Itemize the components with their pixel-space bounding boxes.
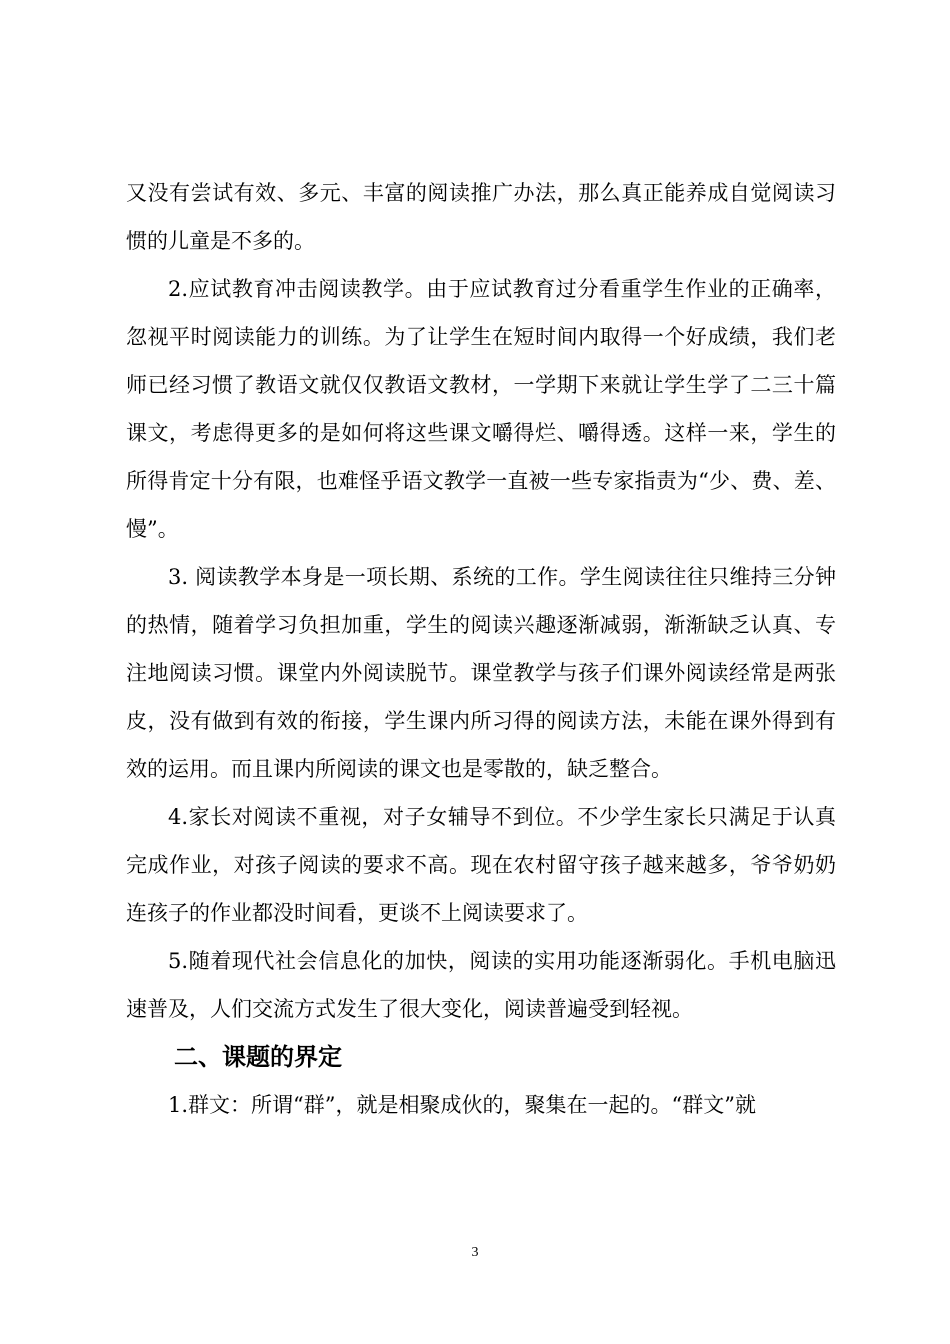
paragraph-item-5: 5.随着现代社会信息化的加快，阅读的实用功能逐渐弱化。手机电脑迅速普及，人们交流方式发生了很大变化，阅读普遍受到轻视。	[126, 949, 836, 1021]
paragraph-item-4: 4.家长对阅读不重视，对子女辅导不到位。不少学生家长只满足于认真完成作业，对孩子阅读的要求不高。现在农村留守孩子越来越多，爷爷奶奶连孩子的作业都没时间看，更谈不上阅读要求了。	[126, 805, 836, 925]
paragraph-continued: 又没有尝试有效、多元、丰富的阅读推广办法，那么真正能养成自觉阅读习惯的儿童是不多的。	[126, 181, 836, 253]
paragraph-item-2: 2.应试教育冲击阅读教学。由于应试教育过分看重学生作业的正确率，忽视平时阅读能力的训练。为了让学生在短时间内取得一个好成绩，我们老师已经习惯了教语文就仅仅教语文教材，一学期下来就让学生学了二三十篇课文，考虑得更多的是如何将这些课文嚼得烂、嚼得透。这样一来，学生的所得肯定十分有限，也难怪乎语文教学一直被一些专家指责为“少、费、差、慢”。	[126, 277, 836, 541]
section-heading: 二、课题的界定	[174, 1043, 342, 1071]
paragraph-definition-1: 1.群文：所谓“群”，就是相聚成伙的，聚集在一起的。“群文”就	[168, 1093, 756, 1117]
page-number: 3	[471, 1245, 479, 1260]
body-text	[126, 169, 836, 1129]
paragraph-item-3: 3. 阅读教学本身是一项长期、系统的工作。学生阅读往往只维持三分钟的热情，随着学习负担加重，学生的阅读兴趣逐渐减弱，渐渐缺乏认真、专注地阅读习惯。课堂内外阅读脱节。课堂教学与孩子们课外阅读经常是两张皮，没有做到有效的衔接，学生课内所习得的阅读方法，未能在课外得到有效的运用。而且课内所阅读的课文也是零散的，缺乏整合。	[126, 565, 836, 781]
